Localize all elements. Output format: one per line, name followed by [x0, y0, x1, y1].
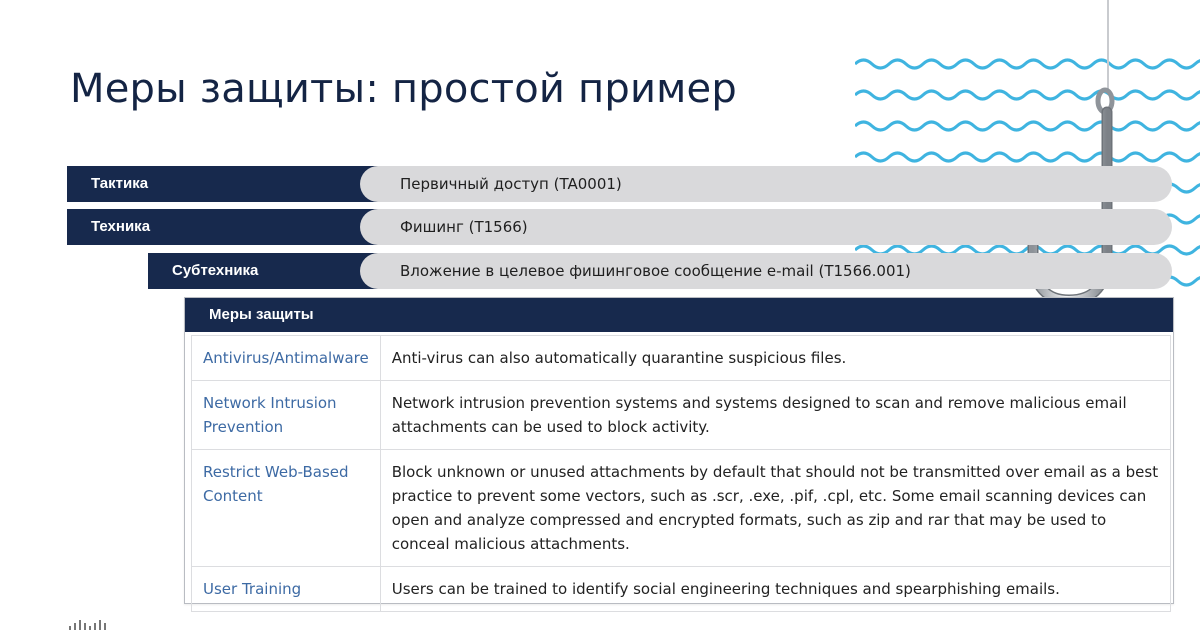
- subtechnique-label: Субтехника: [148, 253, 387, 289]
- subtechnique-row: [148, 253, 1172, 289]
- mitigation-name[interactable]: User Training: [192, 567, 381, 612]
- table-row: [192, 567, 1171, 612]
- table-row: [192, 336, 1171, 381]
- mitigation-description: Users can be trained to identify social engineering techniques and spearphishing emails.: [380, 567, 1170, 612]
- mitigation-name[interactable]: Antivirus/Antimalware: [192, 336, 381, 381]
- tactic-label: Тактика: [67, 166, 387, 202]
- tactic-value: Первичный доступ (TA0001): [360, 166, 1172, 202]
- table-row: [192, 381, 1171, 450]
- table-row: [192, 450, 1171, 567]
- subtechnique-value: Вложение в целевое фишинговое сообщение e-mail (T1566.001): [360, 253, 1172, 289]
- mitigations-table: [191, 335, 1171, 612]
- mitigation-name[interactable]: Restrict Web-Based Content: [192, 450, 381, 567]
- mitigations-panel: [184, 297, 1174, 604]
- technique-row: [67, 209, 1172, 245]
- mitigation-name[interactable]: Network Intrusion Prevention: [192, 381, 381, 450]
- logo-icon: [68, 620, 110, 630]
- tactic-row: [67, 166, 1172, 202]
- mitigation-description: Block unknown or unused attachments by default that should not be transmitted over email as a best practice to prevent some vectors, such as .scr, .exe, .pif, .cpl, etc. Some email scanning devices can open and analyze compressed and encrypted formats, such as zip and rar that may be used to conceal malicious attachments.: [380, 450, 1170, 567]
- technique-value: Фишинг (T1566): [360, 209, 1172, 245]
- mitigations-header: Меры защиты: [185, 298, 1173, 332]
- mitigation-description: Anti-virus can also automatically quarantine suspicious files.: [380, 336, 1170, 381]
- slide-title: Меры защиты: простой пример: [70, 66, 737, 112]
- technique-label: Техника: [67, 209, 387, 245]
- mitigation-description: Network intrusion prevention systems and systems designed to scan and remove malicious email attachments can be used to block activity.: [380, 381, 1170, 450]
